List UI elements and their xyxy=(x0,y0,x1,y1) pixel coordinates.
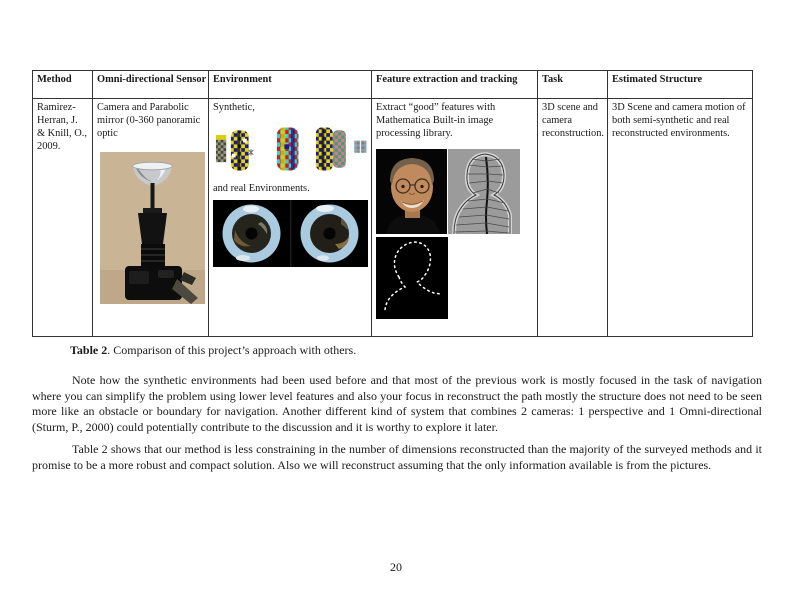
table-caption-label: Table 2 xyxy=(70,343,108,357)
table-row xyxy=(33,99,753,337)
camera-parabolic-mirror-photo xyxy=(100,152,204,308)
synthetic-scene-2-image xyxy=(276,124,300,174)
body-paragraph-2: Table 2 shows that our method is less constraining in the number of dimensions reconstructed than the majority of the surveyed methods and it promise to be a more robust and compact solution. Also we will reconstruct assuming that the only information available is from the pictures. xyxy=(32,442,762,472)
cell-sensor xyxy=(93,99,209,337)
cell-estimated xyxy=(608,99,753,337)
col-header-estimated: Estimated Structure xyxy=(608,71,753,99)
face-photo xyxy=(376,149,447,234)
table-header-row xyxy=(33,71,753,99)
sensor-text: Camera and Parabolic mirror (0-360 panoramic optic xyxy=(97,102,201,139)
edge-silhouette-image xyxy=(376,237,533,323)
table-caption xyxy=(70,343,356,358)
table-caption-text: . Comparison of this project’s approach with others. xyxy=(107,343,357,357)
feature-text: Extract “good” features with Mathematica Built-in image processing library. xyxy=(376,102,496,139)
environment-synthetic-label: Synthetic, xyxy=(213,102,255,113)
omnidirectional-images xyxy=(213,200,367,271)
col-header-feature: Feature extraction and tracking xyxy=(372,71,538,99)
method-text: Ramirez-Herran, J. & Knill, O., 2009. xyxy=(37,102,87,152)
feature-example-images xyxy=(376,149,533,234)
task-text: 3D scene and camera reconstruction. xyxy=(542,102,605,139)
col-header-task: Task xyxy=(538,71,608,99)
body-paragraph-1: Note how the synthetic environments had been used before and that most of the previous work is mostly focused in the task of navigation where you can simplify the problem using lower level features and also your focus in reconstruct the path mostly the structure does not need to be seen more like an obstacle or boundary for navigation. Another different kind of system that combines 2 cameras: 1 perspective and 1 Omni-directional (Sturm, P., 2000) could potentially contribute to the discussion and it is worthy to explore it later. xyxy=(32,373,762,434)
col-header-environment: Environment xyxy=(209,71,372,99)
feature-tracking-map xyxy=(448,149,520,234)
cell-feature xyxy=(372,99,538,337)
synthetic-scene-3-image xyxy=(315,124,367,174)
col-header-sensor: Omni-directional Sensor xyxy=(93,71,209,99)
page-number: 20 xyxy=(390,560,402,574)
cell-environment xyxy=(209,99,372,337)
synthetic-scene-1-image xyxy=(215,124,254,176)
comparison-table xyxy=(32,70,753,337)
cell-method xyxy=(33,99,93,337)
synthetic-environment-images xyxy=(213,124,367,176)
estimated-text: 3D Scene and camera motion of both semi-synthetic and real reconstructed environments. xyxy=(612,102,746,139)
environment-real-label: and real Environments. xyxy=(213,183,310,194)
cell-task xyxy=(538,99,608,337)
col-header-method: Method xyxy=(33,71,93,99)
